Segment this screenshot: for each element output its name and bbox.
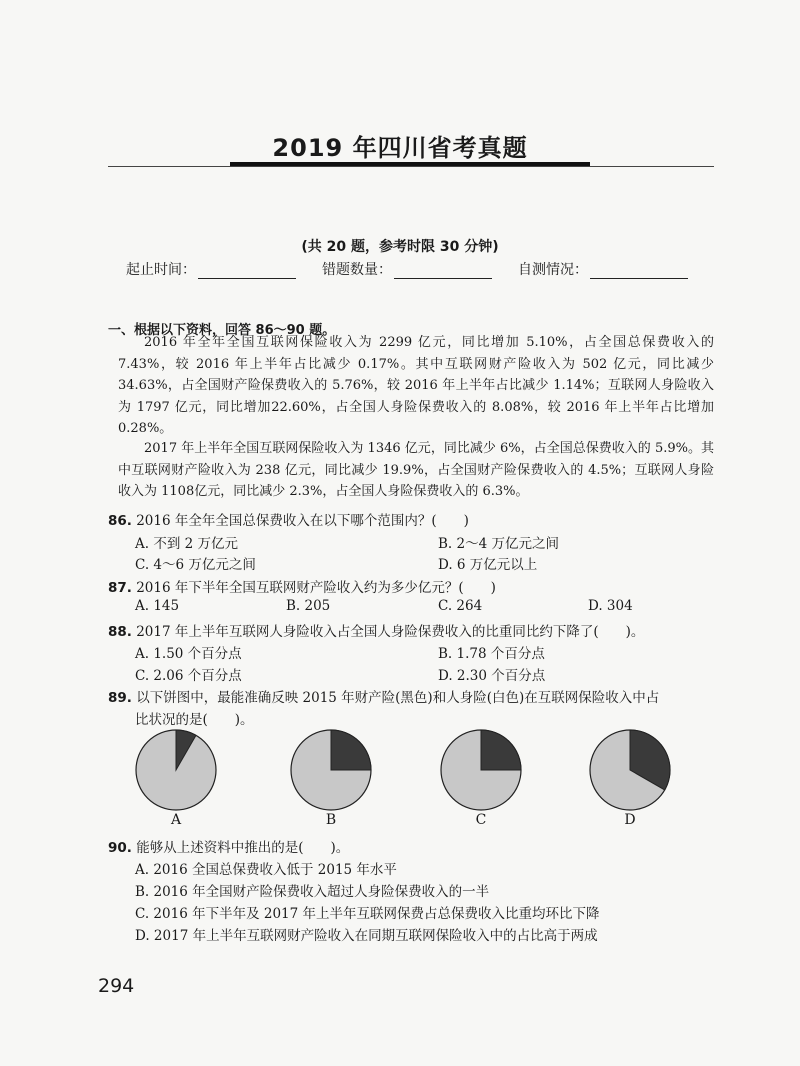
q88-option-a[interactable]: A. 1.50 个百分点 [135,646,242,662]
question-number: 86. [108,513,132,529]
pie-label-c: C [475,812,487,828]
question-90 [108,836,349,856]
self-test-field [518,259,688,279]
pie-chart-b [289,728,373,812]
question-text: 能够从上述资料中推出的是( )。 [136,840,350,856]
pie-b-dark-slice [331,730,371,770]
question-text: 2016 年全年全国总保费收入在以下哪个范围内？( ) [136,513,469,529]
self-test-label: 自测情况： [518,262,588,278]
section-heading: 一、根据以下资料，回答 86～90 题。 [108,323,336,338]
material-paragraph-2: 2017 年上半年全国互联网保险收入为 1346 亿元，同比减少 6%，占全国总保费收入的 5.9%。其中互联网财产险收入为 238 亿元，同比减少 19.9%，占全国财产险保费收入的 4.5%；互联网人身险收入为 1108亿元，同比减少 2.3%，占全国人身险保费收入的 6.3%。 [118,441,714,499]
material-paragraph-1: 2016 年全年全国互联网保险收入为 2299 亿元，同比增加 5.10%，占全国总保费收入的 7.43%，较 2016 年上半年占比减少 0.17%。其中互联网财产险收入为 502 亿元，同比减少 34.63%，占全国财产险保费收入的 5.76%，较 2016 年上半年占比减少 1.14%；互联网人身险收入为 1797 亿元，同比增加22.60%，占全国人身险保费收入的 8.08%，较 2016 年上半年占比增加 0.28%。 [118,335,714,436]
wrong-count-label: 错题数量： [322,262,392,278]
page-title: 2019 年四川省考真题 [272,134,528,162]
pie-option-d[interactable] [588,728,672,816]
start-time-field [126,259,296,279]
question-89 [108,686,659,706]
wrong-count-field [322,259,492,279]
q88-option-b[interactable]: B. 1.78 个百分点 [438,646,545,662]
question-text: 2016 年下半年全国互联网财产险收入约为多少亿元？( ) [136,580,496,596]
pie-chart-d [588,728,672,812]
page-number: 294 [98,975,135,997]
q87-option-c[interactable]: C. 264 [438,598,483,614]
question-number: 90. [108,840,132,856]
question-number: 88. [108,624,132,640]
question-number: 89. [108,690,132,706]
exam-subtitle: (共 20 题，参考时限 30 分钟) [301,239,499,255]
question-text-line1: 以下饼图中，最能准确反映 2015 年财产险(黑色)和人身险(白色)在互联网保险收入中占 [136,690,660,706]
q86-option-c[interactable]: C. 4～6 万亿元之间 [135,557,256,573]
q90-option-b[interactable]: B. 2016 年全国财产险保费收入超过人身险保费收入的一半 [135,884,490,900]
pie-chart-c [439,728,523,812]
start-time-label: 起止时间： [126,262,196,278]
pie-option-b[interactable] [289,728,373,816]
question-text: 2017 年上半年互联网人身险收入占全国人身险保费收入的比重同比约下降了( )。 [136,624,645,640]
start-time-blank [198,264,296,279]
q86-option-b[interactable]: B. 2～4 万亿元之间 [438,536,559,552]
title-rule-thin [108,166,714,167]
q90-option-c[interactable]: C. 2016 年下半年及 2017 年上半年互联网保费占总保费收入比重均环比下降 [135,906,600,922]
pie-chart-a [134,728,218,812]
pie-label-d: D [624,812,636,828]
q90-option-d[interactable]: D. 2017 年上半年互联网财产险收入在同期互联网保险收入中的占比高于两成 [135,928,598,944]
q88-option-c[interactable]: C. 2.06 个百分点 [135,668,242,684]
q87-option-d[interactable]: D. 304 [588,598,633,614]
pie-label-b: B [325,812,337,828]
q87-option-b[interactable]: B. 205 [286,598,331,614]
question-87 [108,576,496,596]
pie-label-a: A [170,812,182,828]
question-88 [108,620,644,640]
q86-option-d[interactable]: D. 6 万亿元以上 [438,557,538,573]
q86-option-a[interactable]: A. 不到 2 万亿元 [135,536,239,552]
pie-c-dark-slice [481,730,521,770]
self-test-blank [590,264,688,279]
pie-option-c[interactable] [439,728,523,816]
pie-option-a[interactable] [134,728,218,816]
q88-option-d[interactable]: D. 2.30 个百分点 [438,668,546,684]
question-number: 87. [108,580,132,596]
question-89-line2: 比状况的是( )。 [135,712,254,728]
q90-option-a[interactable]: A. 2016 全国总保费收入低于 2015 年水平 [135,862,397,878]
question-86 [108,509,469,529]
q87-option-a[interactable]: A. 145 [135,598,180,614]
wrong-count-blank [394,264,492,279]
